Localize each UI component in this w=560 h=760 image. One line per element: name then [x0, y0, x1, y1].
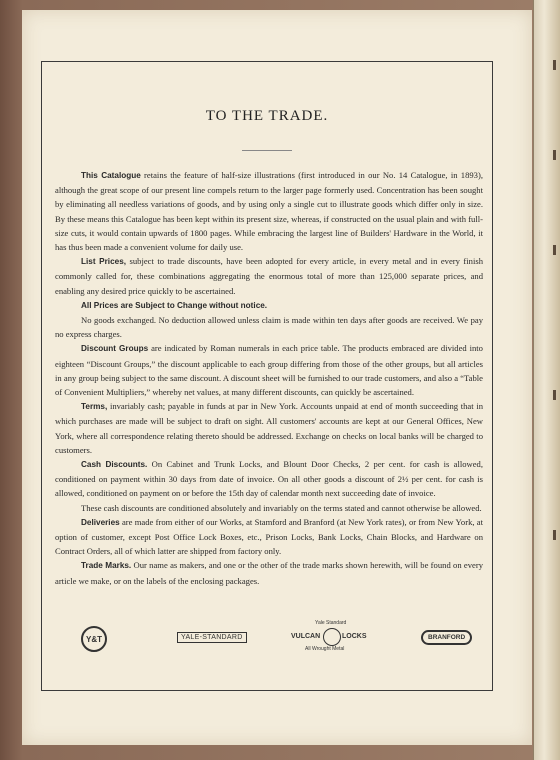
page-tab-mark — [553, 60, 556, 70]
vulcan-bottom-text: All Wrought Metal — [305, 646, 345, 652]
vulcan-top-text: Yale Standard — [315, 620, 347, 626]
paragraph-text: invariably cash; payable in funds at par in New York. Accounts unpaid at end of month succeeding that in which purchases are made will be subject to draft on sight. All customers' accounts are kept at our General Offices, New York, where all correspondence relating thereto should be addressed. Exchange on checks on local banks will be charged to customers. — [55, 401, 483, 455]
paragraph-catalogue — [55, 168, 483, 254]
adjacent-page-edge — [533, 0, 560, 760]
paragraph-trade-marks — [55, 558, 483, 587]
paragraph-lead: This Catalogue — [81, 171, 141, 180]
title-rule — [242, 150, 292, 151]
paragraph-cash-conditions — [55, 501, 483, 515]
paragraph-lead: Discount Groups — [81, 344, 149, 354]
vulcan-right-text: LOCKS — [342, 633, 367, 640]
paragraph-text: On Cabinet and Trunk Locks, and Blount Door Checks, 2 per cent. for cash is allowed, conditioned on payment within 30 days from date of invoice. On all other goods a discount of 2½ per cent. for cash is allowed, conditioned on payment on or before the 15th day of calendar month next succeeding date of invoice. — [55, 459, 484, 499]
paragraph-lead: Terms, — [81, 402, 108, 412]
paragraph-text: are made from either of our Works, at Stamford and Branford (at New York rates), or from New York, at option of customer, except Post Office Lock Boxes, etc., Prison Locks, Bank Locks, Chain Blocks, and Hardware on Contract Orders, all of which latter are shipped from factory only. — [55, 516, 483, 557]
paragraph-prices-subject — [55, 298, 483, 313]
paragraph-lead: All Prices are Subject to Change without notice. — [81, 300, 268, 310]
paragraph-text: subject to trade discounts, have been adopted for every article, in every metal and in every finish commonly called for, these combinations aggregating the enormous total of more than 125,000 separate prices, and enabling any desired price quickly to be ascertained. — [55, 256, 483, 296]
paragraph-cash-discounts — [55, 457, 483, 501]
paragraph-text: These cash discounts are conditioned absolutely and invariably on the terms stated and cannot otherwise be allowed. — [81, 502, 482, 513]
trade-marks-row — [55, 620, 483, 660]
paragraph-lead: List Prices, — [81, 257, 127, 267]
paragraph-deliveries — [55, 515, 483, 559]
yt-trademark-logo: Y&T — [81, 626, 107, 652]
paragraph-lead: Deliveries — [81, 517, 120, 527]
page-title: TO THE TRADE. — [205, 108, 329, 124]
paragraph-list-prices — [55, 254, 483, 298]
paragraph-text: are indicated by Roman numerals in each price table. The products embraced are divided into eighteen “Discount Groups,” the discount applicable to each group differing from those of the other groups, but all articles in any group being subject to the same discount. A discount sheet will be furnished to our trade customers, and also a “Table of Convenient Multipliers,” whereby net values, at many different discounts, can quickly be ascertained. — [55, 343, 483, 398]
page-tab-mark — [553, 530, 556, 540]
vulcan-locks-trademark-logo — [287, 620, 377, 660]
yale-standard-trademark-logo: YALE-STANDARD — [177, 632, 247, 643]
paragraph-lead: Cash Discounts. — [81, 460, 148, 470]
page-tab-mark — [553, 390, 556, 400]
page-tab-mark — [553, 245, 556, 255]
paragraph-terms — [55, 399, 483, 457]
vulcan-left-text: VULCAN — [291, 633, 321, 640]
vulcan-emblem-icon — [323, 628, 341, 646]
page-tab-mark — [553, 150, 556, 160]
paragraph-no-exchange — [55, 313, 483, 341]
paragraph-text: Our name as makers, and one or the other of the trade marks shown herewith, will be found on every article we make, or on the labels of the enclosing packages. — [55, 560, 484, 586]
body-text — [55, 168, 483, 588]
paragraph-lead: Trade Marks. — [81, 561, 132, 571]
paragraph-discount-groups — [55, 341, 483, 399]
paragraph-text: No goods exchanged. No deduction allowed unless claim is made within ten days after goods are received. We pay no express charges. — [55, 315, 483, 340]
branford-trademark-logo: BRANFORD — [421, 630, 472, 645]
paragraph-text: retains the feature of half-size illustrations (first introduced in our No. 14 Catalogue, in 1893), although the great scope of our present line compels return to the larger page formerly used. Concentration has been sought by eliminating all needless variations of goods, and by using only a single cut to illustrate goods which differ only in size. By these means this Catalogue has been kept within its present size, whereas, if constructed on the usual plain and with full-size cuts, it would contain upwards of 1800 pages. While embracing the largest line of Builders' Hardware in the World, it has thus been made a convenient volume for daily use. — [55, 170, 483, 253]
